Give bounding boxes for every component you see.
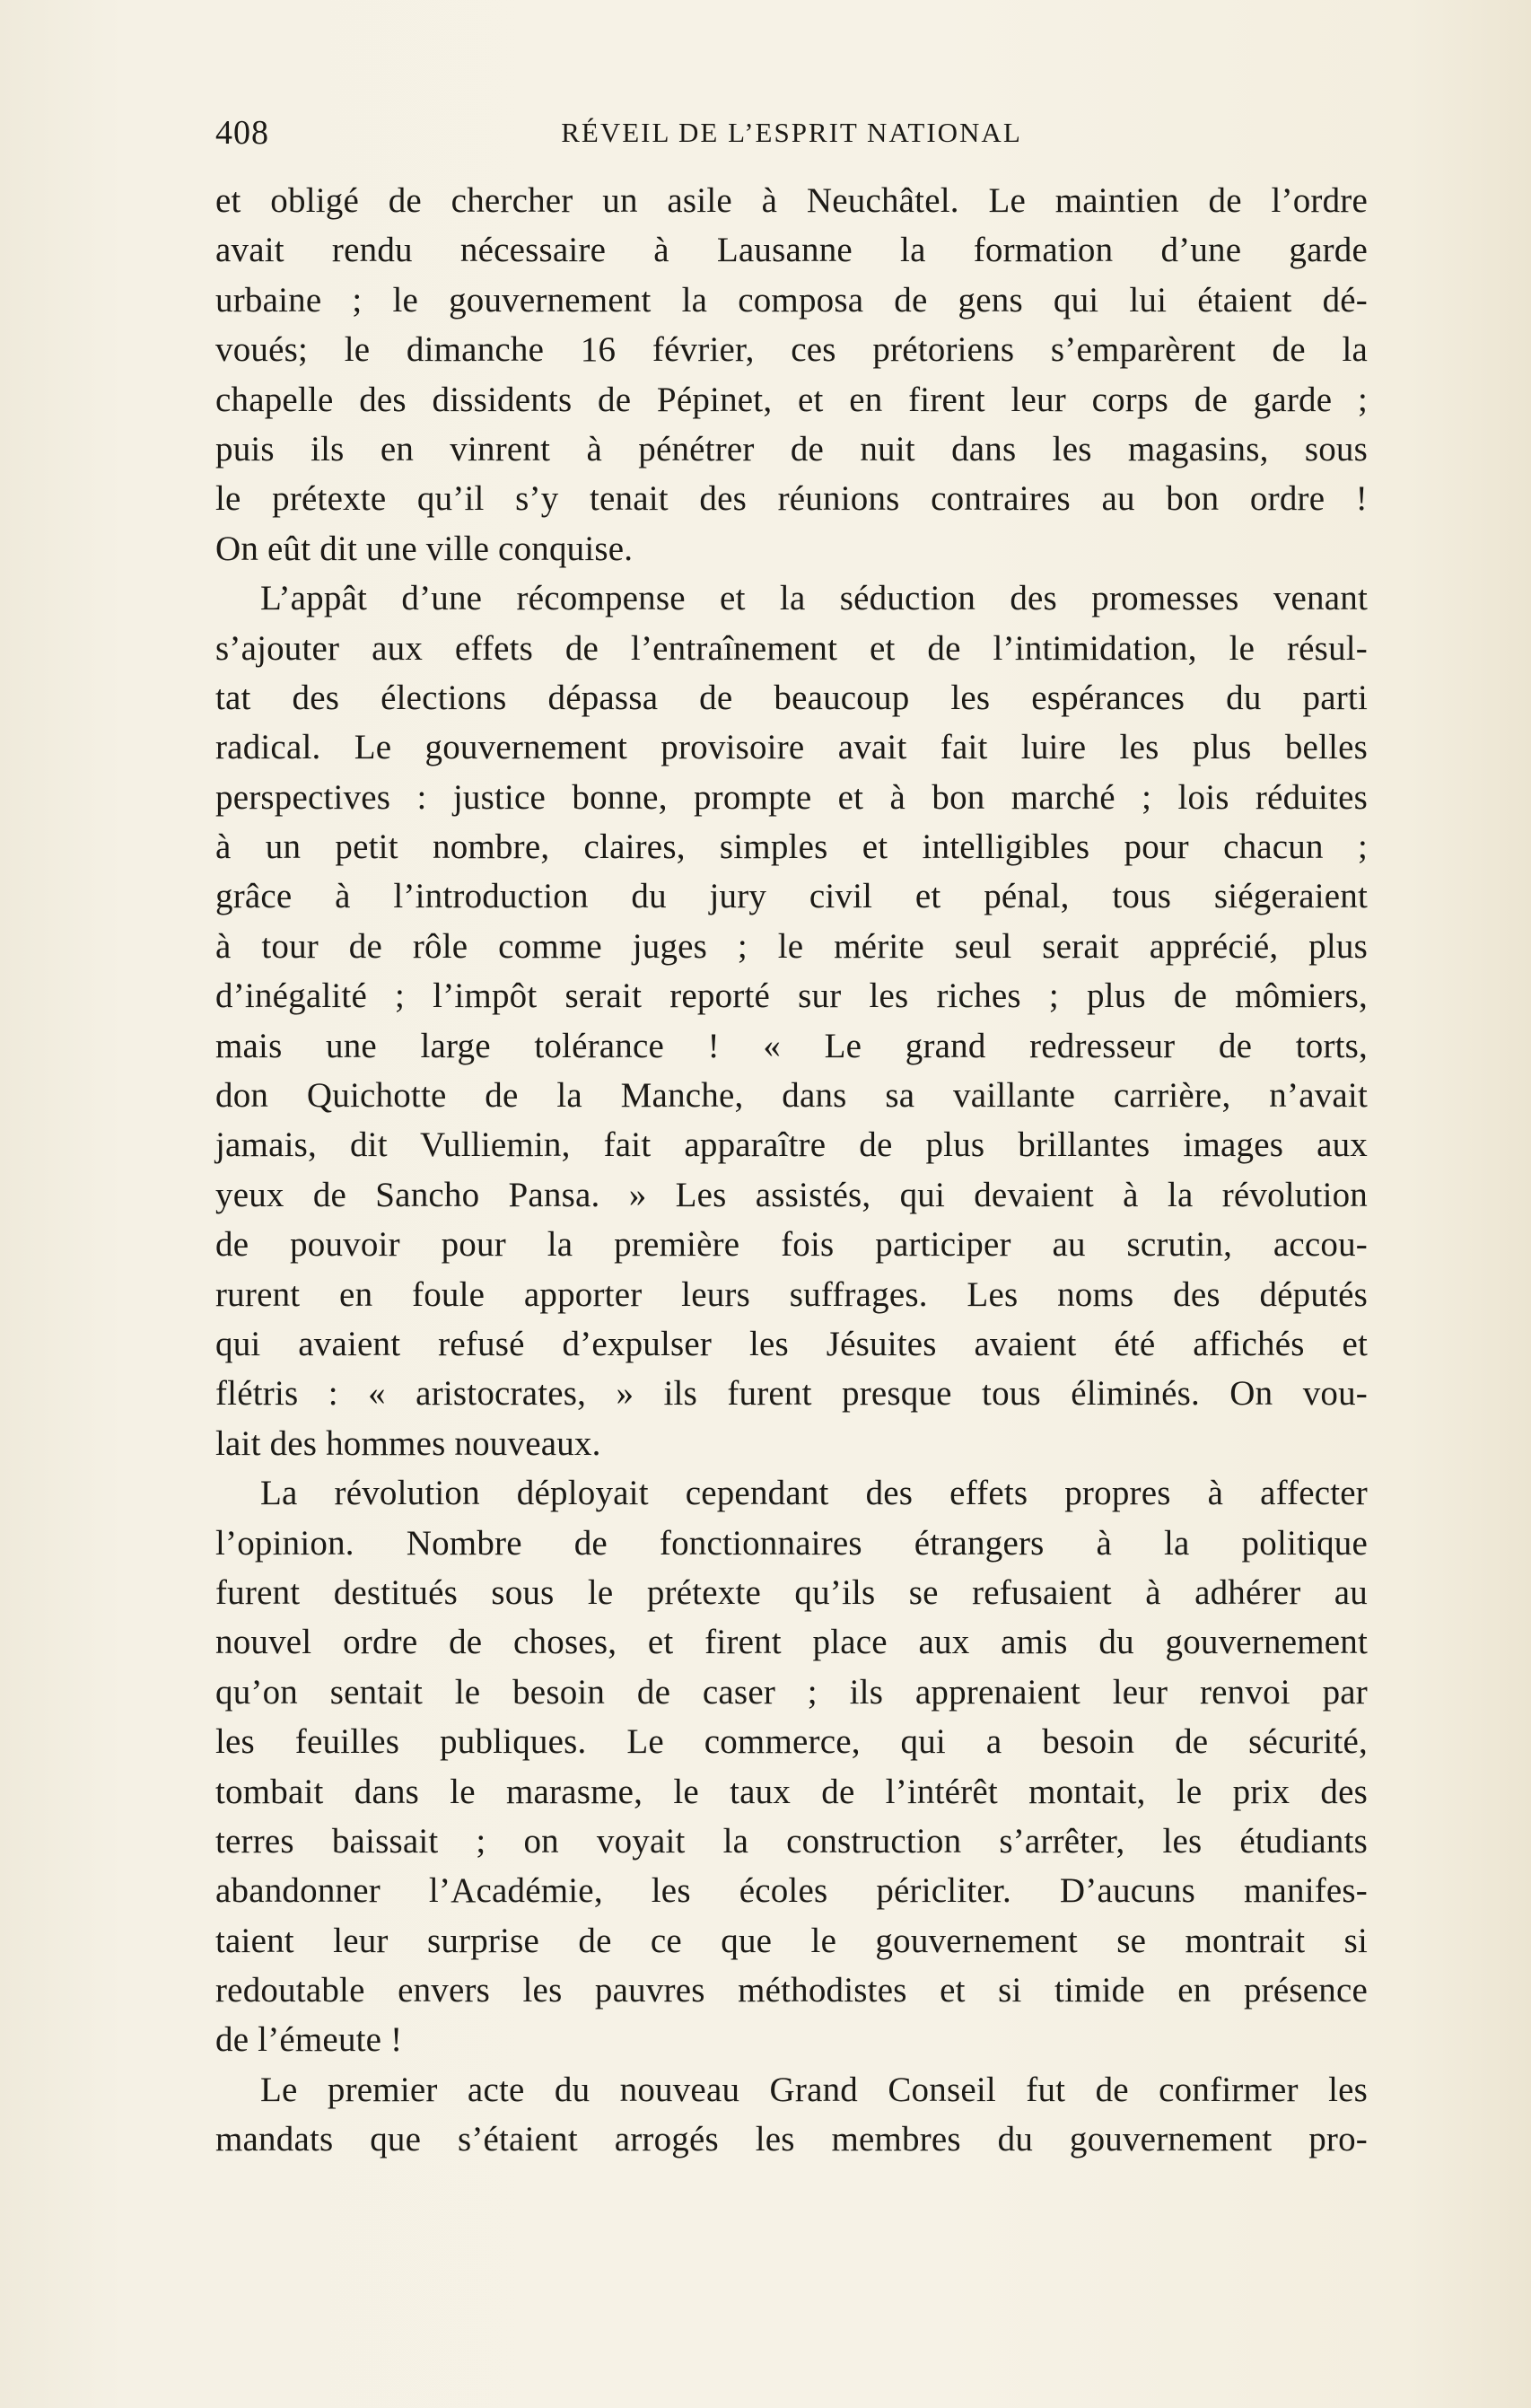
text-line: Le premier acte du nouveau Grand Conseil fut de confirmer les <box>260 2070 1368 2109</box>
text-line: qui avaient refusé d’expulser les Jésuites avaient été affichés et <box>215 1324 1368 1363</box>
text-line: tat des élections dépassa de beaucoup les espérances du parti <box>215 678 1368 717</box>
text-line: lait des hommes nouveaux. <box>215 1423 601 1463</box>
text-line: radical. Le gouvernement provisoire avait fait luire les plus belles <box>215 728 1368 767</box>
text-line: perspectives : justice bonne, prompte et à bon marché ; lois réduites <box>215 777 1368 817</box>
page-header <box>215 106 1368 160</box>
text-line: l’opinion. Nombre de fonctionnaires étrangers à la politique <box>215 1523 1368 1563</box>
text-line: de pouvoir pour la première fois participer au scrutin, accou- <box>215 1225 1368 1265</box>
text-line: On eût dit une ville conquise. <box>215 529 634 568</box>
text-line: le prétexte qu’il s’y tenait des réunions contraires au bon ordre ! <box>215 479 1368 519</box>
text-line: à tour de rôle comme juges ; le mérite seul serait apprécié, plus <box>215 926 1368 966</box>
text-line: L’appât d’une récompense et la séduction des promesses venant <box>260 579 1368 618</box>
text-line: qu’on sentait le besoin de caser ; ils apprenaient leur renvoi par <box>215 1672 1368 1712</box>
text-line: puis ils en vinrent à pénétrer de nuit dans les magasins, sous <box>215 429 1368 468</box>
text-line: avait rendu nécessaire à Lausanne la formation d’une garde <box>215 231 1368 270</box>
text-line: chapelle des dissidents de Pépinet, et en firent leur corps de garde ; <box>215 380 1368 419</box>
text-line: furent destitués sous le prétexte qu’ils se refusaient à adhérer au <box>215 1572 1368 1612</box>
text-line: tombait dans le marasme, le taux de l’intérêt montait, le prix des <box>215 1772 1368 1811</box>
text-line: mandats que s’étaient arrogés les membres du gouvernement pro- <box>215 2120 1368 2159</box>
text-line: les feuilles publiques. Le commerce, qui a besoin de sécurité, <box>215 1722 1368 1762</box>
text-line: mais une large tolérance ! « Le grand redresseur de torts, <box>215 1026 1368 1065</box>
paragraph-2 <box>215 574 1368 1468</box>
text-line: voués; le dimanche 16 février, ces prétoriens s’emparèrent de la <box>215 330 1368 370</box>
text-line: d’inégalité ; l’impôt serait reporté sur les riches ; plus de mômiers, <box>215 976 1368 1016</box>
page-number: 408 <box>215 114 269 152</box>
text-line: nouvel ordre de choses, et firent place aux amis du gouvernement <box>215 1623 1368 1662</box>
text-line: à un petit nombre, claires, simples et intelligibles pour chacun ; <box>215 827 1368 867</box>
text-line: yeux de Sancho Pansa. » Les assistés, qui devaient à la révolution <box>215 1175 1368 1214</box>
text-line: et obligé de chercher un asile à Neuchâtel. Le maintien de l’ordre <box>215 181 1368 220</box>
text-line: abandonner l’Académie, les écoles péricliter. D’aucuns manifes- <box>215 1871 1368 1911</box>
text-line: s’ajouter aux effets de l’entraînement et de l’intimidation, le résul- <box>215 628 1368 668</box>
paragraph-4 <box>215 2065 1368 2165</box>
paragraph-1 <box>215 176 1368 574</box>
text-line: taient leur surprise de ce que le gouvernement se montrait si <box>215 1921 1368 1960</box>
paragraph-3 <box>215 1468 1368 2065</box>
text-line: La révolution déployait cependant des effets propres à affecter <box>260 1474 1368 1513</box>
text-line: rurent en foule apporter leurs suffrages. Les noms des députés <box>215 1274 1368 1314</box>
running-title: RÉVEIL DE L’ESPRIT NATIONAL <box>561 117 1022 148</box>
text-line: urbaine ; le gouvernement la composa de gens qui lui étaient dé- <box>215 280 1368 320</box>
text-line: jamais, dit Vulliemin, fait apparaître de plus brillantes images aux <box>215 1125 1368 1165</box>
text-line: flétris : « aristocrates, » ils furent presque tous éliminés. On vou- <box>215 1374 1368 1414</box>
body-text <box>215 176 1368 2165</box>
text-line: de l’émeute ! <box>215 2020 403 2060</box>
text-line: terres baissait ; on voyait la construction s’arrêter, les étudiants <box>215 1821 1368 1861</box>
text-line: redoutable envers les pauvres méthodistes et si timide en présence <box>215 1971 1368 2010</box>
text-line: don Quichotte de la Manche, dans sa vaillante carrière, n’avait <box>215 1076 1368 1116</box>
text-line: grâce à l’introduction du jury civil et pénal, tous siégeraient <box>215 877 1368 916</box>
